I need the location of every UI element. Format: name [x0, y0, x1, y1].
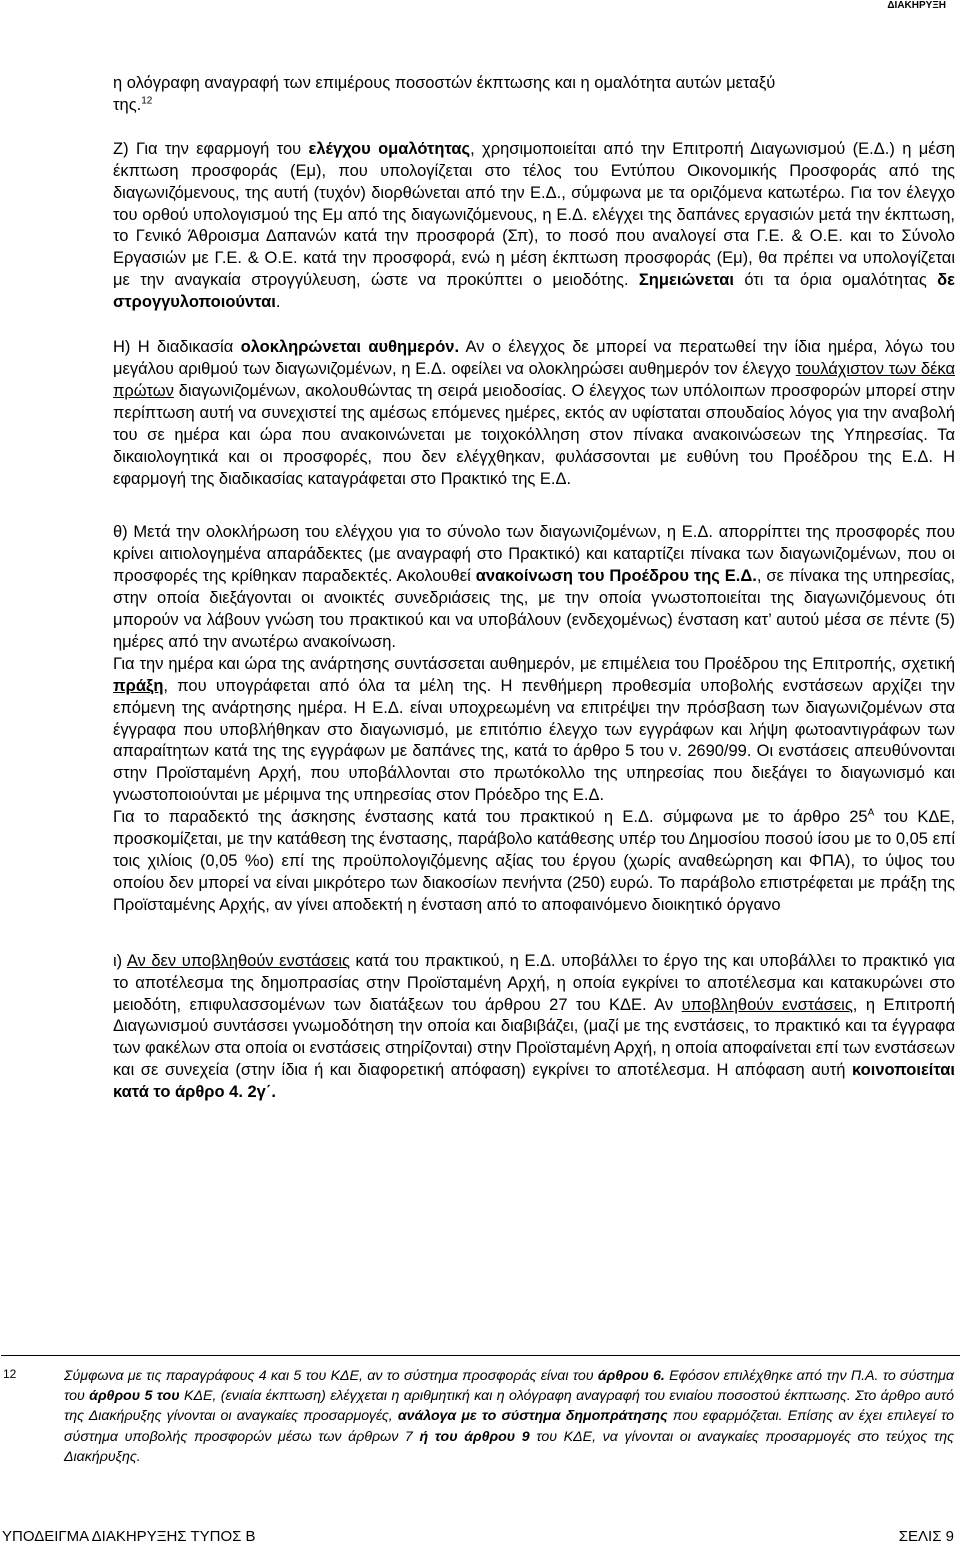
- text-run: του ΚΔΕ, προσκομίζεται, με την κατάθεση της ένστασης, παράβολο κατάθεσης υπέρ του Δημοσίου ποσού ίσου με το 0,05 επί τοις χιλίοις (0,05 %ο) επί της προϋπολογιζόμενης αξίας του έργου (χωρίς αναθεώρηση και ΦΠΑ), το ύψος του οποίου δεν μπορεί να είναι μικρότερο των διακοσίων πενήντα (250) ευρώ. Το παράβολο επιστρέφεται με πράξη της Προϊσταμένης Αρχής, αν γίνει αποδεκτή η ένσταση από το αποφαινόμενο διοικητικό όργανο: [113, 808, 955, 914]
- bold-run: ολοκληρώνεται αυθημερόν.: [240, 338, 460, 357]
- text-run: Για το παραδεκτό της άσκησης ένστασης κατά του πρακτικού η Ε.Δ. σύμφωνα με το άρθρο 25: [113, 808, 868, 827]
- footnote-reference[interactable]: 12: [141, 95, 153, 107]
- intro-line-1: η ολόγραφη αναγραφή των επιμέρους ποσοστών έκπτωσης και η ομαλότητα αυτών μεταξύ: [113, 74, 776, 92]
- text-run: , που υπογράφεται από όλα τα μέλη της. Η πενθήμερη προθεσμία υποβολής ενστάσεων αρχίζει την επόμενη της ανάρτησης ημέρα. Η Ε.Δ. είναι υποχρεωμένη να επιτρέψει την πρόσβαση των διαγωνιζομένων στα έγγραφα που υποβλήθηκαν στο διαγωνισμό, με επιτόπιο έλεγχο των εγγράφων και λήψη φωτοαντιγράφων των απαραίτητων κατά της της εγγράφων με δαπάνες της, κατά το άρθρο 5 του ν. 2690/99. Οι ενστάσεις απευθύνονται στην Προϊσταμένη Αρχή, που υποβάλλονται στο πρωτόκολλο της υπηρεσίας που διεξάγει το διαγωνισμό και γνωστοποιούνται με μέριμνα της υπηρεσίας στον Πρόεδρο της Ε.Δ.: [113, 676, 955, 805]
- paragraph-th-2: [113, 654, 955, 807]
- paragraph-z: [113, 139, 955, 314]
- bold-run: ανάλογα με το σύστημα δημοπράτησης: [397, 1408, 668, 1425]
- text-run: ΚΔΕ, (ενιαία έκπτωση) ελέγχεται η αριθμητική και η ολόγραφη αναγραφή του ενιαίου ποσοστού έκπτωσης. Στο άρθρο αυτό της Διακήρυξης γίνονται οι αναγκαίες προσαρμογές,: [64, 1388, 954, 1425]
- bold-run: Σημειώνεται: [638, 271, 734, 290]
- bold-run: κοινοποιείται κατά το άρθρο 4. 2γ΄.: [113, 1061, 955, 1102]
- text-run: ότι τα όρια ομαλότητας: [733, 271, 938, 290]
- text-run: Η) Η διαδικασία: [113, 338, 241, 357]
- underlined-run: τουλάχιστον των δέκα πρώτων: [113, 359, 955, 400]
- intro-paragraph: [113, 73, 955, 117]
- text-run: , χρησιμοποιείται από την Επιτροπή Διαγωνισμού (Ε.Δ.) η μέση έκπτωση προσφοράς (Εμ), που υπολογίζεται στο τέλος του Εντύπου Οικονομικής Προσφοράς από της διαγωνιζόμενους, της αυτή (τυχόν) διορθώνεται από την Ε.Δ., σύμφωνα με τα οριζόμενα κατωτέρω. Για τον έλεγχο του ορθού υπολογισμού της Εμ από της διαγωνιζόμενους, η Ε.Δ. ελέγχει της δαπάνες εργασιών μετά την έκπτωση, το Γενικό Άθροισμα Δαπανών κατά την προσφορά (Σπ), το ποσό που αναλογεί στα Γ.Ε. & Ο.Ε. και το Σύνολο Εργασιών με Γ.Ε. & Ο.Ε. κατά την προσφορά, ενώ η μέση έκπτωση προσφοράς (Εμ), θα πρέπει να υπολογίζεται με την αναγκαία στρογγύλευση, ώστε να προκύπτει ο μειοδότης.: [113, 139, 955, 290]
- underlined-run: Αν δεν υποβληθούν ενστάσεις: [126, 951, 350, 970]
- paragraph-i: [113, 951, 955, 1104]
- text-run: Ζ) Για την εφαρμογή του: [113, 139, 309, 158]
- bold-run: άρθρου 6.: [597, 1368, 665, 1384]
- text-run: Εφόσον επιλέχθηκε από την Π.Α. το σύστημα του: [64, 1368, 954, 1405]
- footer-page-number: ΣΕΛΙΣ 9: [898, 1528, 954, 1545]
- paragraph-th-3: [113, 807, 955, 917]
- text-run: , η Επιτροπή Διαγωνισμού συντάσσει γνωμοδότηση την οποία και διαβιβάζει, (μαζί με της ενστάσεις, το πρακτικό και τα έγγραφα των φακέλων στα οποία οι ενστάσεις στηρίζονται) στην Προϊσταμένη Αρχή, η οποία αποφαίνεται επί των ενστάσεων και σε συνεχεία (στην ίδια ή και διαφορετική απόφαση) εγκρίνει το αποτέλεσμα. Η απόφαση αυτή: [113, 995, 955, 1080]
- text-run: .: [275, 293, 281, 312]
- footnote-divider: [1, 1355, 960, 1356]
- bold-run: άρθρου 5 του: [89, 1388, 180, 1405]
- document-body: [113, 73, 955, 1104]
- text-run: Σύμφωνα με τις παραγράφους 4 και 5 του ΚΔΕ, αν το σύστημα προσφοράς είναι του: [64, 1368, 598, 1384]
- text-run: ι): [113, 951, 127, 970]
- text-run: , σε πίνακα της υπηρεσίας, στην οποία διεξάγονται οι ανοικτές συνεδριάσεις της, με την οποία γνωστοποιείται της διαγωνιζόμενους ότι μπορούν να λάβουν γνώση του πρακτικού και να υποβάλουν (ενδεχομένως) ένσταση κατ’ αυτού μέσα σε πέντε (5) ημέρες από την ανωτέρω ανακοίνωση.: [113, 567, 955, 651]
- footnote-text: [64, 1366, 954, 1467]
- bold-run: ή του άρθρου 9: [419, 1428, 530, 1445]
- bold-underlined-run: πράξη: [113, 676, 164, 695]
- underlined-run: υποβληθούν ενστάσεις: [681, 995, 853, 1014]
- paragraph-th-1: [113, 522, 955, 653]
- text-run: θ) Μετά την ολοκλήρωση του ελέγχου για το σύνολο των διαγωνιζομένων, η Ε.Δ. απορρίπτει της προσφορές που κρίνει αιτιολογημένα απαράδεκτες (με αναγραφή στο Πρακτικό) και καταρτίζει πίνακα των διαγωνιζομένων, που οι προσφορές της κρίθηκαν παραδεκτές. Ακολουθεί: [113, 523, 955, 586]
- document-header-label: ΔΙΑΚΗΡΥΞΗ: [887, 0, 946, 11]
- text-run: κατά του πρακτικού, η Ε.Δ. υποβάλλει το έργο της και υποβάλλει το πρακτικό για το αποτέλεσμα της δημοπρασίας στην Προϊσταμένη Αρχή, η οποία εγκρίνει το αποτέλεσμα και κατακυρώνει στο μειοδότη, επιφυλασσομένων των διατάξεων του άρθρου 27 του ΚΔΕ. Αν: [113, 951, 955, 1014]
- text-run: Αν ο έλεγχος δε μπορεί να περατωθεί την ίδια ημέρα, λόγω του μεγάλου αριθμού των διαγωνιζομένων, η Ε.Δ. οφείλει να ολοκληρώσει αυθημερόν τον έλεγχο: [113, 338, 956, 378]
- bold-run: ελέγχου ομαλότητας: [308, 139, 471, 158]
- footnote-number: 12: [3, 1367, 17, 1381]
- bold-run: ανακοίνωση του Προέδρου της Ε.Δ.: [475, 567, 757, 586]
- superscript: Α: [867, 807, 875, 819]
- text-run: διαγωνιζομένων, ακολουθώντας τη σειρά μειοδοσίας. Ο έλεγχος των υπόλοιπων προσφορών μπορεί στην περίπτωση αυτή να συνεχιστεί της αμέσως επόμενες ημέρες, εκτός αν υφίσταται σπουδαίος λόγος για την αναβολή του σε ημέρα και ώρα που ανακοινώνεται με τοιχοκόλληση στον πίνακα ανακοινώσεων της Υπηρεσίας. Τα δικαιολογητικά και οι προσφορές, που δεν ελέγχθηκαν, φυλάσσονται με ευθύνη του Προέδρου της Ε.Δ. Η εφαρμογή της διαδικασίας καταγράφεται στο Πρακτικό της Ε.Δ.: [113, 381, 955, 488]
- footer-document-title: ΥΠΟΔΕΙΓΜΑ ΔΙΑΚΗΡΥΞΗΣ ΤΥΠΟΣ Β: [2, 1528, 256, 1545]
- bold-run: δε στρογγυλοποιούνται: [113, 271, 955, 312]
- paragraph-h: [113, 337, 955, 490]
- text-run: του ΚΔΕ, να γίνονται οι αναγκαίες προσαρμογές στο τεύχος της Διακήρυξης.: [64, 1428, 954, 1465]
- intro-line-2: της.: [113, 95, 142, 114]
- text-run: Για την ημέρα και ώρα της ανάρτησης συντάσσεται αυθημερόν, με επιμέλεια του Προέδρου της Επιτροπής, σχετική: [113, 654, 955, 673]
- text-run: που εφαρμόζεται. Επίσης αν έχει επιλεγεί το σύστημα υποβολής προσφορών μέσω των άρθρων 7: [64, 1408, 954, 1445]
